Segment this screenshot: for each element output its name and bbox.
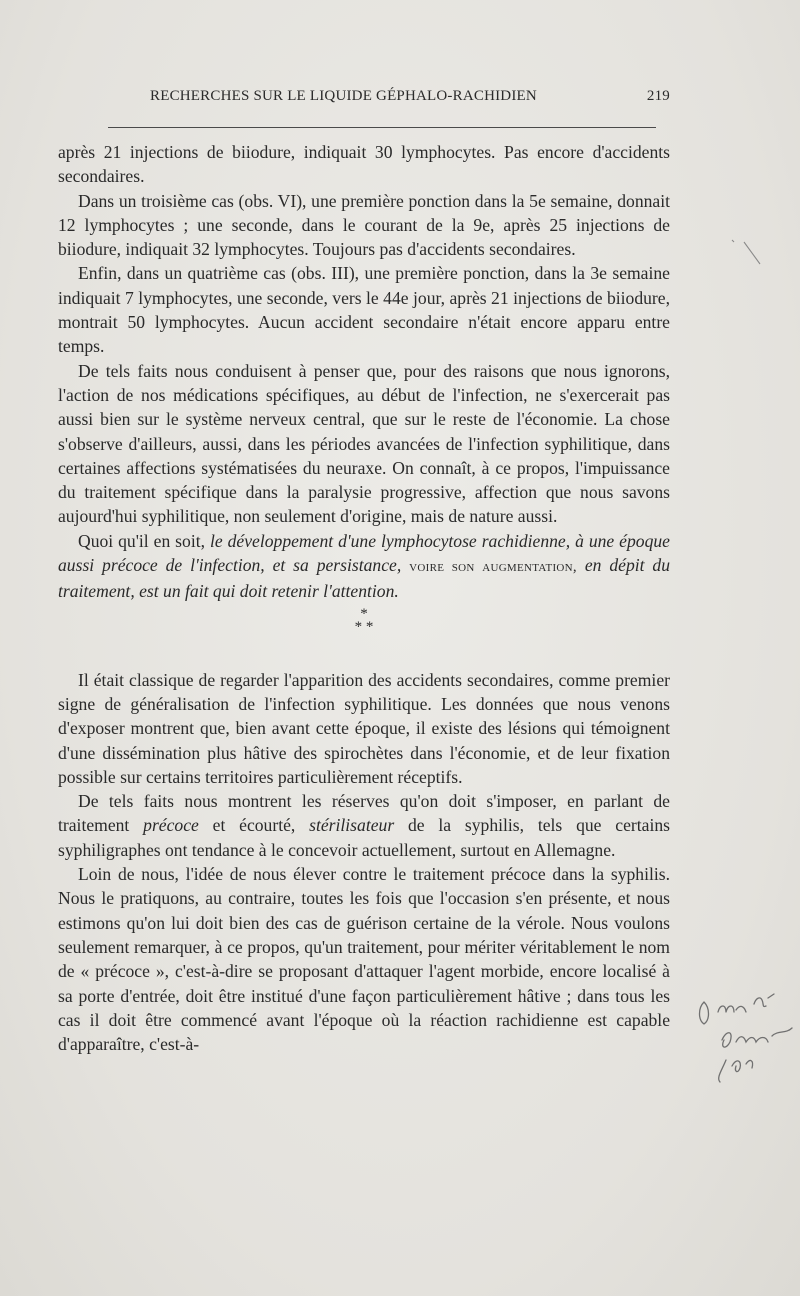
paragraph: Enfin, dans un quatrième cas (obs. III), une première ponction, dans la 3e semaine indiquait 7 lymphocytes, une seconde, vers le 44e jour, après 21 injections de biiodure, montrait 50 lymphocytes. Aucun accident secondaire n'était encore apparu entre temps.	[58, 263, 670, 357]
italic-text: stérilisateur	[309, 815, 395, 836]
running-title: RECHERCHES SUR LE LIQUIDE GÉPHALO-RACHIDIEN	[150, 88, 537, 104]
asterism-bottom: * *	[354, 618, 374, 635]
italic-text: le développement d'une lymphocytose rachidienne, à une époque aussi précoce de l'infection, et sa persistance,	[58, 530, 670, 576]
paragraph: après 21 injections de biiodure, indiquait 30 lymphocytes. Pas encore d'accidents secondaires.	[58, 142, 670, 187]
page-number: 219	[646, 88, 670, 104]
paragraph: De tels faits nous conduisent à penser que, pour des raisons que nous ignorons, l'action de nos médications spécifiques, au début de l'infection, ne s'exercerait pas aussi bien sur le système nerveux central, que sur le reste de l'économie. La chose s'observe d'ailleurs, aussi, dans les périodes avancées de l'infection syphilitique, dans certaines affections systématisées du neuraxe. On connaît, à ce propos, l'impuissance du traitement spécifique dans la paralysie progressive, affection que nous savons aujourd'hui syphilitique, non seulement d'origine, mais de nature aussi.	[58, 360, 670, 527]
asterism-top: *	[360, 605, 368, 622]
pencil-tick-icon	[726, 234, 766, 274]
paragraph: Il était classique de regarder l'apparition des accidents secondaires, comme premier signe de généralisation de l'infection syphilitique. Les données que nous venons d'exposer montrent que, bien avant cette époque, il existe des lésions qui témoignent d'une dissémination plus hâtive des spirochètes dans l'économie, et de leur fixation possible sur certains territoires particulièrement réceptifs.	[58, 669, 670, 787]
header-rule	[108, 127, 656, 128]
paragraph-mixed	[58, 789, 670, 862]
italic-text: en dépit du traitement, est un fait qui doit retenir l'attention.	[58, 555, 670, 602]
handwritten-annotation	[696, 990, 800, 1100]
body-text	[58, 140, 670, 1056]
pencil-scribble-icon	[696, 990, 800, 1100]
italic-text: précoce	[143, 815, 199, 836]
paragraph: Loin de nous, l'idée de nous élever contre le traitement précoce dans la syphilis. Nous le pratiquons, au contraire, toutes les fois que l'occasion s'en présente, et nous estimons qu'on lui doit bien des cas de guérison certaine de la vérole. Nous voulons seulement remarquer, à ce propos, qu'un traitement, pour mériter véritablement le nom de « précoce », c'est-à-dire se proposant d'attaquer l'agent morbide, encore localisé à sa porte d'entrée, doit être institué d'une façon particulièrement hâtive ; dans tous les cas il doit être commencé avant l'époque où la réaction rachidienne est capable d'apparaître, c'est-à-	[58, 864, 670, 1055]
lead-text: Quoi qu'il en soit,	[78, 530, 206, 551]
paragraph: Dans un troisième cas (obs. VI), une première ponction dans la 5e semaine, donnait 12 lymphocytes ; une seconde, dans le courant de la 9e, après 25 injections de biiodure, indiquait 32 lymphocytes. Toujours pas d'accidents secondaires.	[58, 190, 670, 260]
pencil-mark	[726, 234, 766, 274]
text-run: de la syphilis, tels que certains syphiligraphes ont tendance à le concevoir actuellement, surtout en Allemagne.	[58, 815, 670, 860]
paragraph-emphasis	[58, 529, 670, 604]
text-run: et écourté,	[212, 815, 296, 836]
running-header	[58, 88, 670, 112]
small-caps-text: voire son augmentation,	[409, 559, 577, 576]
section-break	[58, 605, 670, 668]
text-run: De tels faits nous montrent les réserves qu'on doit s'imposer, en parlant de traitement	[58, 791, 670, 836]
